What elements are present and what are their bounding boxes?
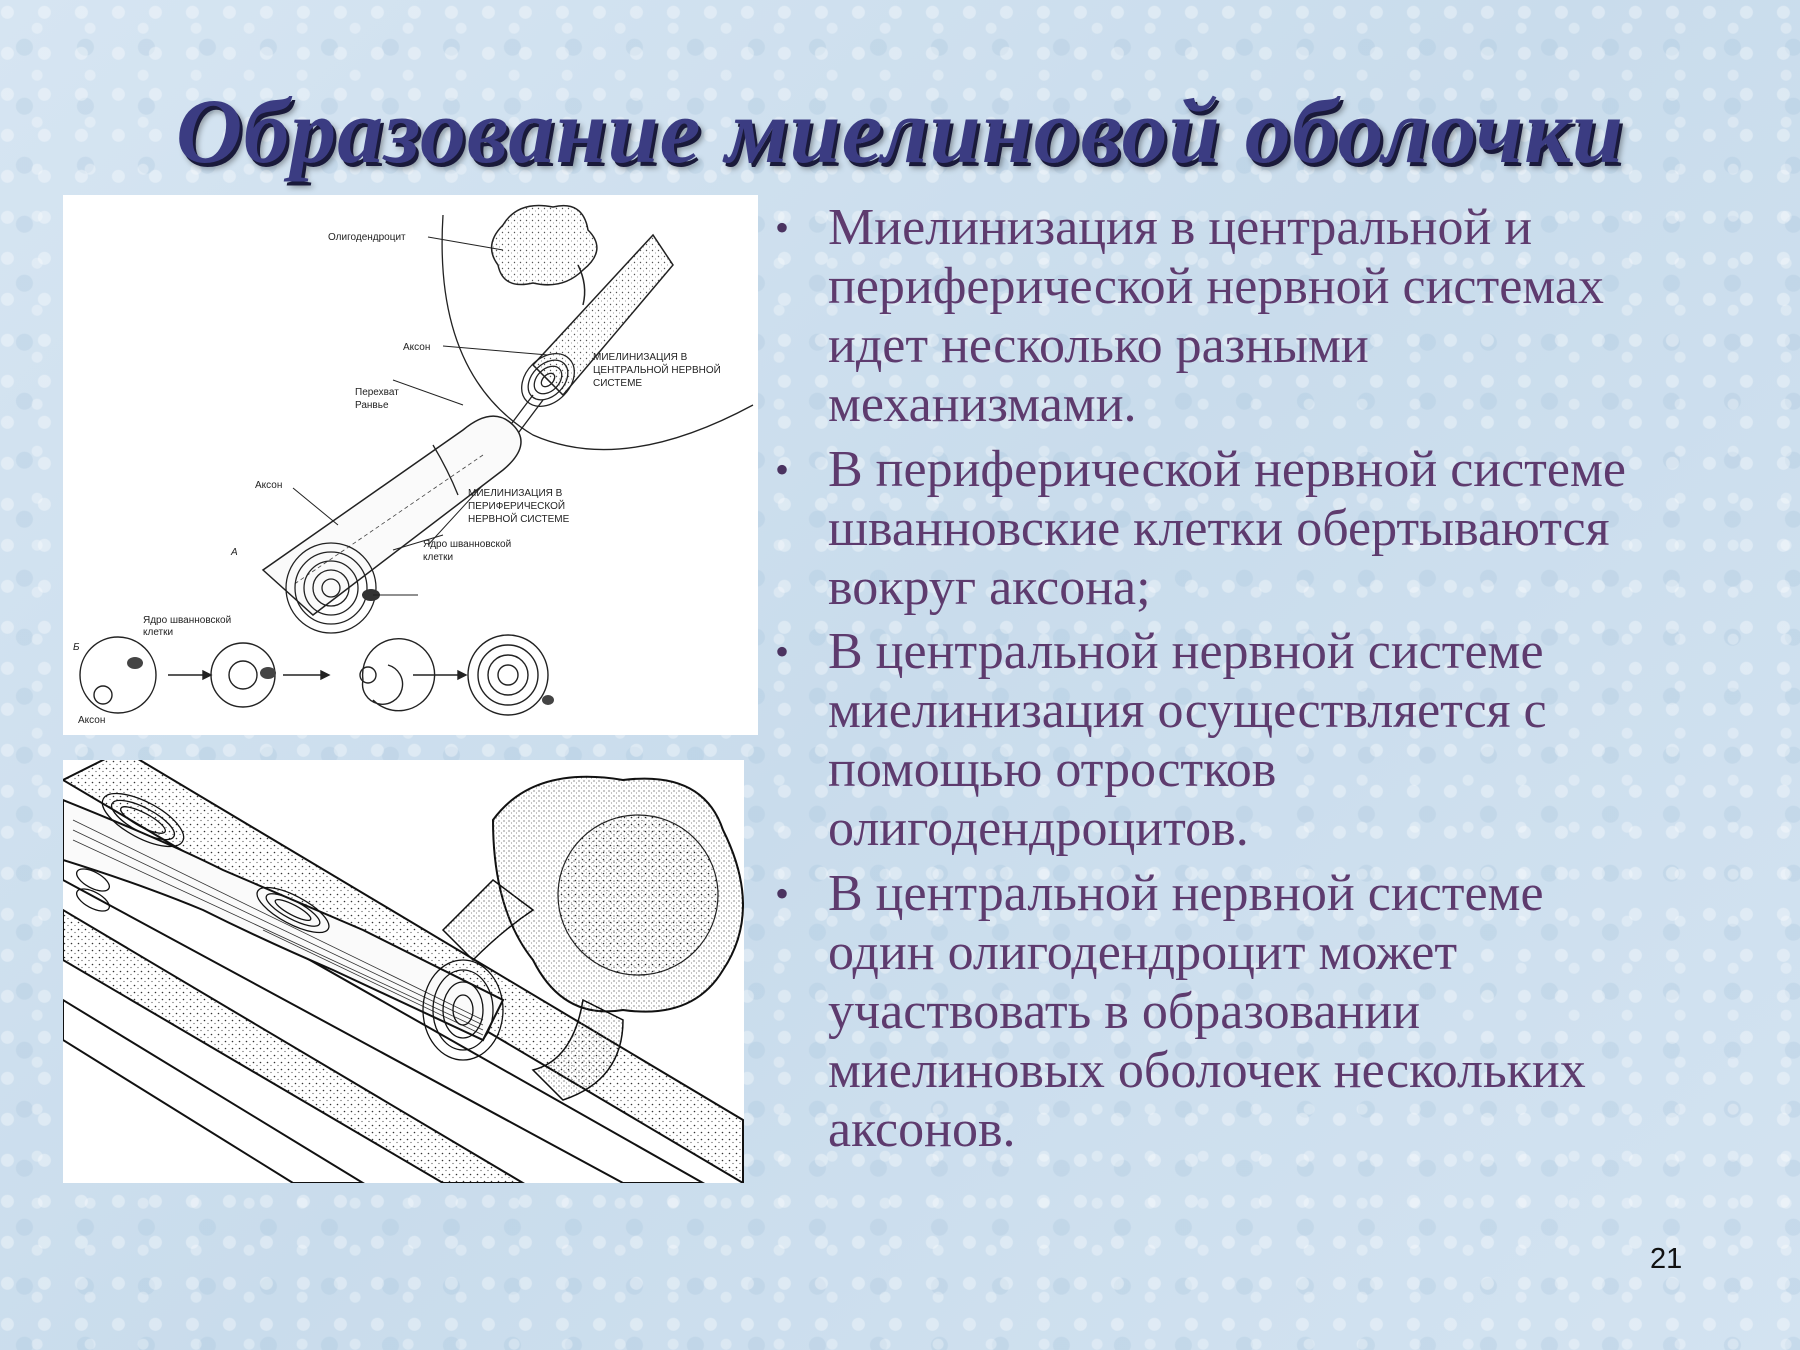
bullet-text: В центральной нервной системе миелинизация осуществляется с помощью отростков олигодендроцитов. [828, 623, 1547, 857]
bullet-item [775, 440, 1765, 617]
label-cns-myelination-3: СИСТЕМЕ [593, 378, 643, 389]
label-schwann-nucleus-1: Ядро шванновской [423, 539, 512, 550]
bullet-marker: • [775, 205, 790, 250]
label-panel-a: А [231, 547, 238, 558]
label-axon-b: Аксон [78, 715, 106, 726]
oligodendrocyte-illustration [63, 760, 744, 1183]
bullet-item [775, 864, 1765, 1159]
bullet-item [775, 622, 1765, 858]
bullet-marker: • [775, 447, 790, 492]
slide-title: Образование миелиновой оболочки [175, 80, 1625, 182]
label-schwann-nucleus-b-1: Ядро шванновской [143, 615, 232, 626]
label-ranvier-1: Перехват [355, 387, 399, 398]
label-schwann-nucleus-2: клетки [423, 552, 454, 563]
bullet-marker: • [775, 629, 790, 674]
label-cns-myelination-2: ЦЕНТРАЛЬНОЙ НЕРВНОЙ [593, 365, 721, 376]
page-number: 21 [1650, 1243, 1683, 1275]
label-pns-myelination-2: ПЕРИФЕРИЧЕСКОЙ [468, 501, 566, 512]
label-panel-b: Б [73, 642, 80, 653]
bullet-item [775, 198, 1765, 434]
label-pns-myelination-3: НЕРВНОЙ СИСТЕМЕ [468, 514, 570, 525]
label-cns-myelination-1: МИЕЛИНИЗАЦИЯ В [593, 352, 688, 363]
label-schwann-nucleus-b-2: клетки [143, 627, 174, 638]
label-oligodendrocyte: Олигодендроцит [328, 232, 406, 243]
bullet-marker: • [775, 871, 790, 916]
label-ranvier-2: Ранвье [355, 400, 389, 411]
label-axon-cns: Аксон [403, 342, 431, 353]
bullet-text: В периферической нервной системе шванновские клетки обертываются вокруг аксона; [828, 441, 1626, 616]
bullet-text: В центральной нервной системе один олигодендроцит может участвовать в образовании миелиновых оболочек нескольких аксонов. [828, 865, 1586, 1158]
myelination-diagram [63, 195, 758, 735]
label-pns-myelination-1: МИЕЛИНИЗАЦИЯ В [468, 488, 563, 499]
label-axon-pns: Аксон [255, 480, 283, 491]
bullet-text: Миелинизация в центральной и периферической нервной системах идет несколько разными механизмами. [828, 199, 1604, 433]
